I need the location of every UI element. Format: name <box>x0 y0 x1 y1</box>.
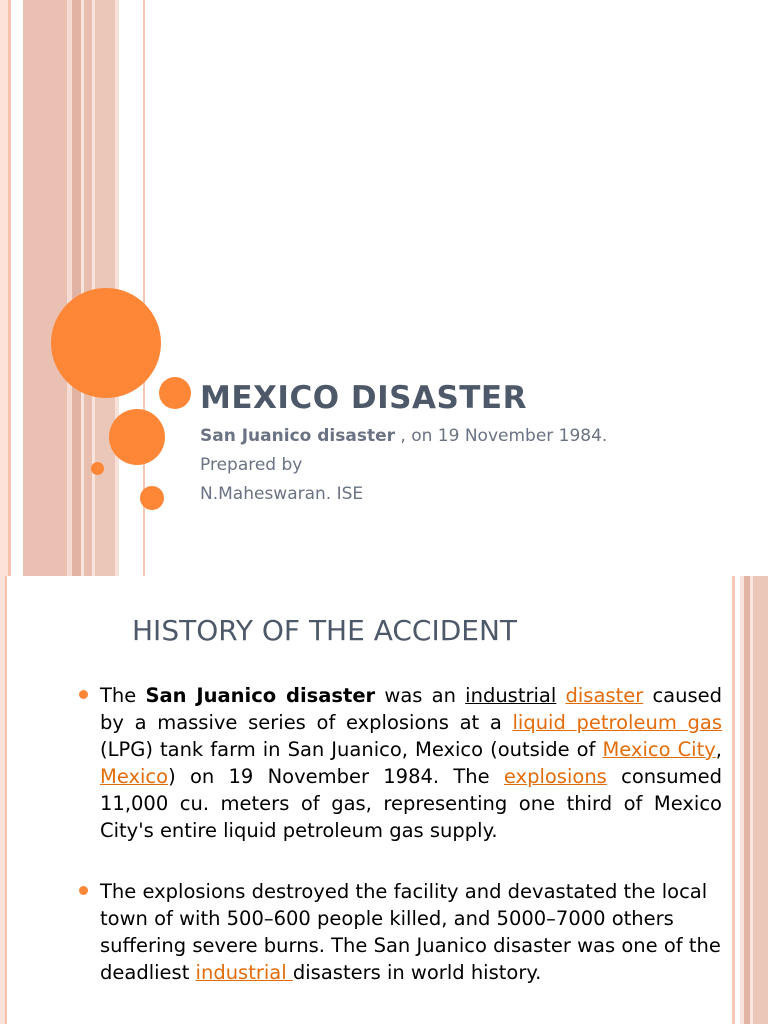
text-run: , <box>715 738 722 761</box>
stripe <box>11 0 23 576</box>
link-mexico[interactable]: Mexico <box>100 765 169 788</box>
stripe <box>0 0 8 576</box>
decorative-circle-medium <box>109 409 165 465</box>
prepared-by-label: Prepared by <box>200 455 303 475</box>
text-run: caused by a massive series of explosions at a <box>100 684 723 734</box>
stripe <box>72 0 81 576</box>
bullet-item <box>78 682 722 844</box>
bullet-list <box>78 682 722 1020</box>
link-industrial[interactable]: industrial <box>195 961 293 984</box>
bullet-dot-icon <box>79 886 88 895</box>
underlined-text: industrial <box>465 684 557 707</box>
text-run <box>556 684 565 707</box>
decorative-circle-small <box>140 486 164 510</box>
bold-text: San Juanico disaster <box>145 684 376 707</box>
subtitle-date: , on 19 November 1984. <box>395 426 608 446</box>
text-run: disasters in world history. <box>292 961 542 984</box>
link-liquid-petroleum-gas[interactable]: liquid petroleum gas <box>512 711 722 734</box>
stripe <box>23 0 67 576</box>
decorative-circle-small <box>159 377 191 409</box>
stripe <box>5 576 7 1024</box>
bullet-text <box>100 878 722 986</box>
author-name: N.Maheswaran. ISE <box>200 484 364 504</box>
text-run: The <box>100 684 146 707</box>
bullet-text <box>100 682 722 844</box>
subtitle-bold: San Juanico disaster <box>200 426 395 446</box>
history-slide <box>0 576 768 1024</box>
stripe <box>753 576 768 1024</box>
bullet-item <box>78 878 722 986</box>
decorative-circle-large <box>51 288 161 398</box>
stripe <box>84 0 92 576</box>
link-disaster[interactable]: disaster <box>565 684 644 707</box>
bullet-dot-icon <box>79 690 88 699</box>
link-mexico-city[interactable]: Mexico City <box>602 738 716 761</box>
text-run: was an <box>375 684 466 707</box>
text-run: ) on 19 November 1984. The <box>168 765 504 788</box>
text-run: (LPG) tank farm in San Juanico, Mexico (outside of <box>100 738 603 761</box>
slide-subtitle <box>200 426 607 446</box>
stripe <box>732 576 735 1024</box>
link-explosions[interactable]: explosions <box>503 765 607 788</box>
decorative-stripes <box>0 0 150 576</box>
section-title: HISTORY OF THE ACCIDENT <box>132 614 518 647</box>
text-run: consumed 11,000 cu. meters of gas, representing one third of Mexico City's entire liquid petroleum gas supply. <box>100 765 722 842</box>
decorative-circle-tiny <box>91 462 104 475</box>
slide-title: MEXICO DISASTER <box>200 380 527 416</box>
text-run: The explosions destroyed the facility and devastated the local town of with 500–600 people killed, and 5000–7000 others suffering severe burns. The San Juanico disaster was one of the deadliest <box>100 880 721 984</box>
